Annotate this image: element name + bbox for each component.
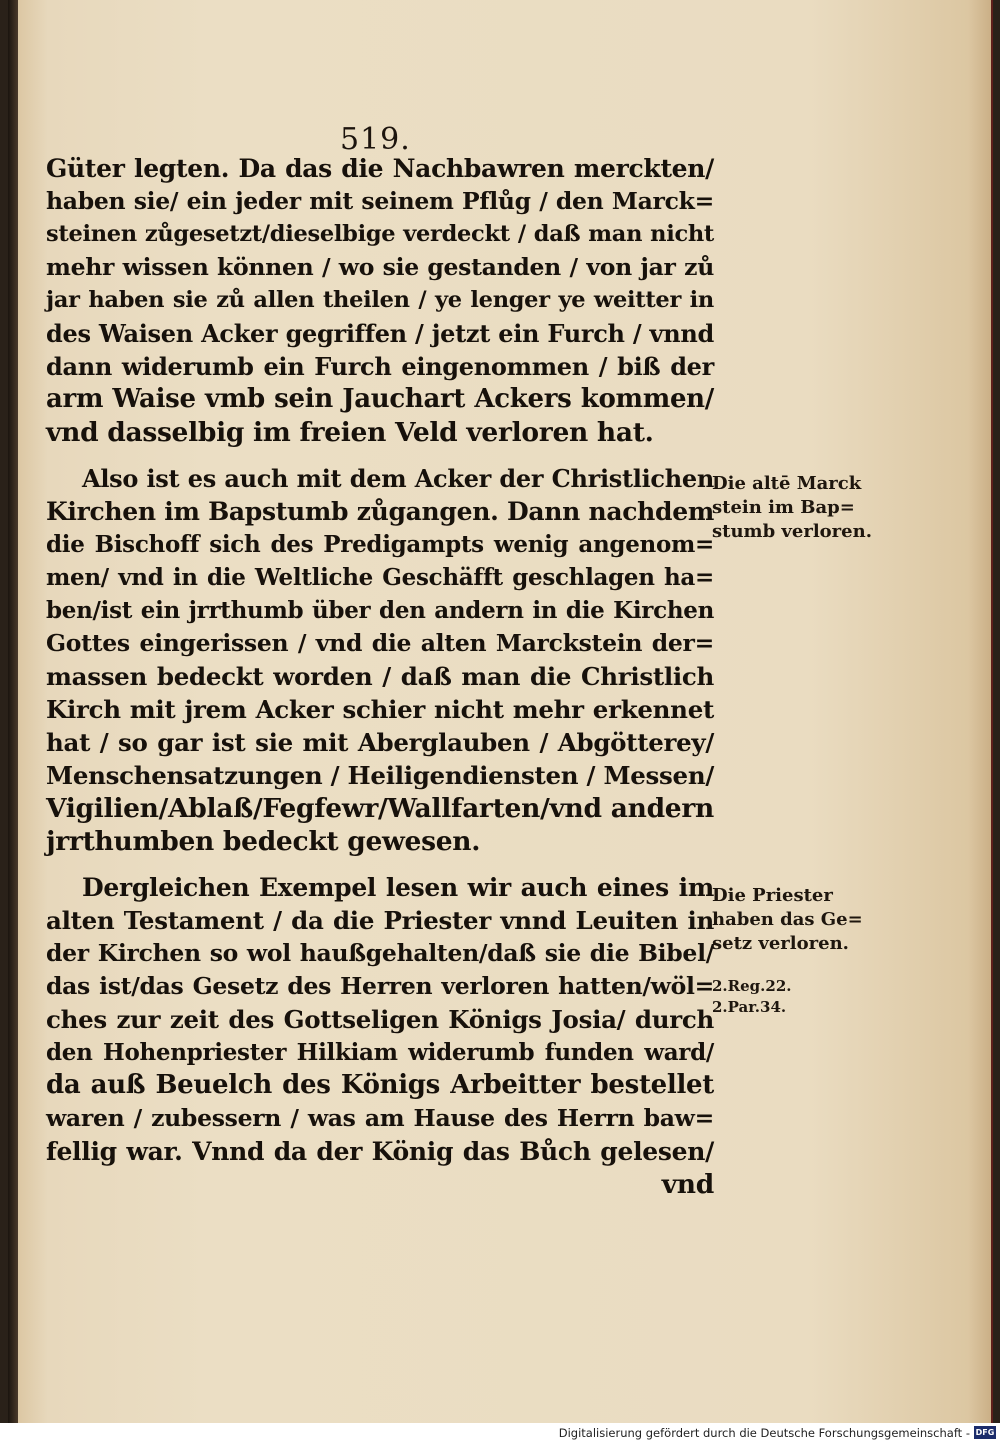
text-line: der Kirchen so wol haußgehalten/daß sie die Bibel/ xyxy=(46,939,714,967)
text-line: das ist/das Gesetz des Herren verloren hatten/wöl= xyxy=(46,972,714,1000)
text-line: die Bischoff sich des Predigampts wenig angenom= xyxy=(46,531,714,558)
marginal-note-line: setz verloren. xyxy=(712,933,849,954)
text-line: Kirchen im Bapstumb zůgangen. Dann nachdem xyxy=(46,497,714,526)
text-line: men/ vnd in die Weltliche Geschäfft geschlagen ha= xyxy=(46,564,714,591)
marginal-reference-line: 2.Par.34. xyxy=(712,998,787,1016)
text-line: mehr wissen können / wo sie gestanden / von jar zů xyxy=(46,253,714,281)
text-line: jar haben sie zů allen theilen / ye lenger ye weitter in xyxy=(46,287,714,313)
text-line: haben sie/ ein jeder mit seinem Pflůg / den Marck= xyxy=(46,187,714,215)
text-line: Menschensatzungen / Heiligendiensten / Messen/ xyxy=(46,761,714,790)
marginal-note-line: stein im Bap= xyxy=(712,497,855,518)
text-line: ben/ist ein jrrthumb über den andern in die Kirchen xyxy=(46,597,714,624)
dfg-logo: DFG xyxy=(975,1428,995,1437)
page-number: 519. xyxy=(340,122,411,157)
marginal-note xyxy=(712,884,882,956)
marginal-note-line: haben das Ge= xyxy=(712,909,863,930)
text-line: hat / so gar ist sie mit Aberglauben / Abgötterey/ xyxy=(46,728,714,757)
footer-bar xyxy=(0,1423,1000,1443)
funding-credit: Digitalisierung gefördert durch die Deutsche Forschungsgemeinschaft - xyxy=(558,1426,970,1440)
text-line: Güter legten. Da das die Nachbawren merckten/ xyxy=(46,154,714,183)
text-line: vnd dasselbig im freien Veld verloren hat. xyxy=(46,417,654,448)
catchword: vnd xyxy=(661,1169,714,1200)
text-line: Also ist es auch mit dem Acker der Christlichen xyxy=(82,464,714,493)
text-line: alten Testament / da die Priester vnnd Leuiten in xyxy=(46,906,714,935)
text-line: fellig war. Vnnd da der König das Bůch gelesen/ xyxy=(46,1137,714,1166)
text-line: da auß Beuelch des Königs Arbeitter bestellet xyxy=(46,1070,714,1100)
text-line: Vigilien/Ablaß/Fegfewr/Wallfarten/vnd andern xyxy=(46,793,714,824)
text-line: dann widerumb ein Furch eingenommen / biß der xyxy=(46,352,714,381)
text-line: Dergleichen Exempel lesen wir auch eines im xyxy=(82,873,714,902)
book-spine-shadow xyxy=(8,0,18,1423)
text-line: Gottes eingerissen / vnd die alten Marckstein der= xyxy=(46,629,714,657)
text-line: arm Waise vmb sein Jauchart Ackers kommen/ xyxy=(46,384,714,414)
text-line: waren / zubessern / was am Hause des Herrn baw= xyxy=(46,1104,714,1132)
marginal-note-line: stumb verloren. xyxy=(712,521,872,542)
marginal-note xyxy=(712,472,882,544)
text-line: ches zur zeit des Gottseligen Königs Josia/ durch xyxy=(46,1005,714,1034)
text-line: massen bedeckt worden / daß man die Christlich xyxy=(46,662,714,691)
marginal-reference-line: 2.Reg.22. xyxy=(712,977,792,995)
marginal-note-line: Die Priester xyxy=(712,885,833,906)
text-line: steinen zůgesetzt/dieselbige verdeckt / daß man nicht xyxy=(46,221,714,247)
text-line: Kirch mit jrem Acker schier nicht mehr erkennet xyxy=(46,695,714,724)
text-line: des Waisen Acker gegriffen / jetzt ein Furch / vnnd xyxy=(46,319,714,348)
text-line: den Hohenpriester Hilkiam widerumb funden ward/ xyxy=(46,1039,714,1066)
text-line: jrrthumben bedeckt gewesen. xyxy=(46,826,481,857)
body-text xyxy=(46,152,714,1201)
marginal-note-line: Die altē Marck xyxy=(712,473,862,494)
marginal-reference xyxy=(712,976,882,1018)
